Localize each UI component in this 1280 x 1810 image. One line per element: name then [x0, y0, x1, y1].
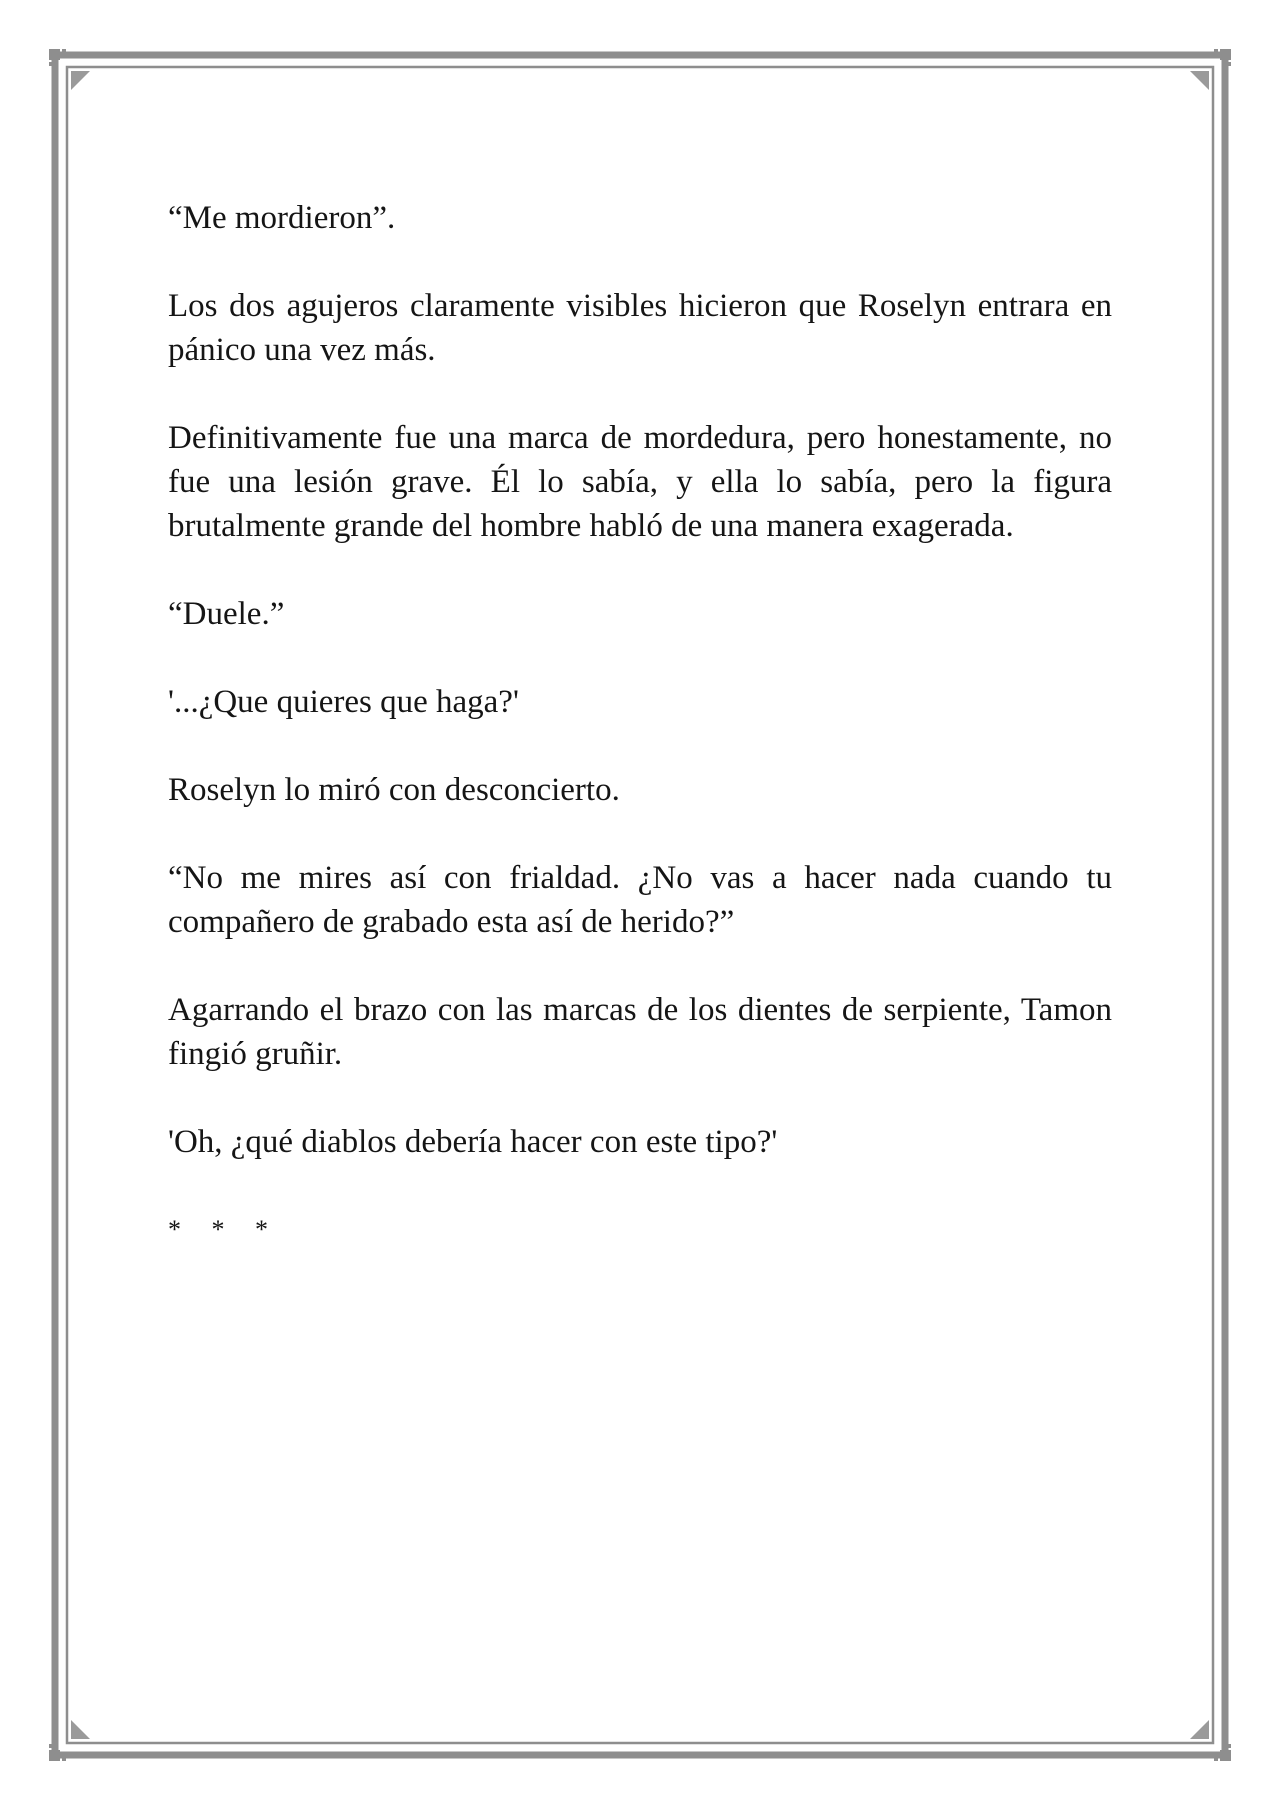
paragraph: Roselyn lo miró con desconcierto. — [168, 772, 620, 808]
paragraph: “Duele.” — [168, 596, 285, 632]
paragraph: '...¿Que quieres que haga?' — [168, 684, 519, 720]
paragraph: Definitivamente fue una marca de mordedura, pero honestamente, no fue una lesión grave. Él lo sabía, y ella lo sabía, pero la figura brutalmente grande del hombre habló de una manera exagerada. — [168, 420, 1112, 544]
paragraph: 'Oh, ¿qué diablos debería hacer con este tipo?' — [168, 1124, 778, 1160]
page-text — [168, 196, 1112, 1296]
scene-break: * * * — [168, 1215, 280, 1244]
paragraph: Agarrando el brazo con las marcas de los dientes de serpiente, Tamon fingió gruñir. — [168, 992, 1112, 1072]
paragraph: “No me mires así con frialdad. ¿No vas a hacer nada cuando tu compañero de grabado esta así de herido?” — [168, 860, 1112, 940]
paragraph: Los dos agujeros claramente visibles hicieron que Roselyn entrara en pánico una vez más. — [168, 288, 1112, 368]
paragraph: “Me mordieron”. — [168, 200, 396, 236]
